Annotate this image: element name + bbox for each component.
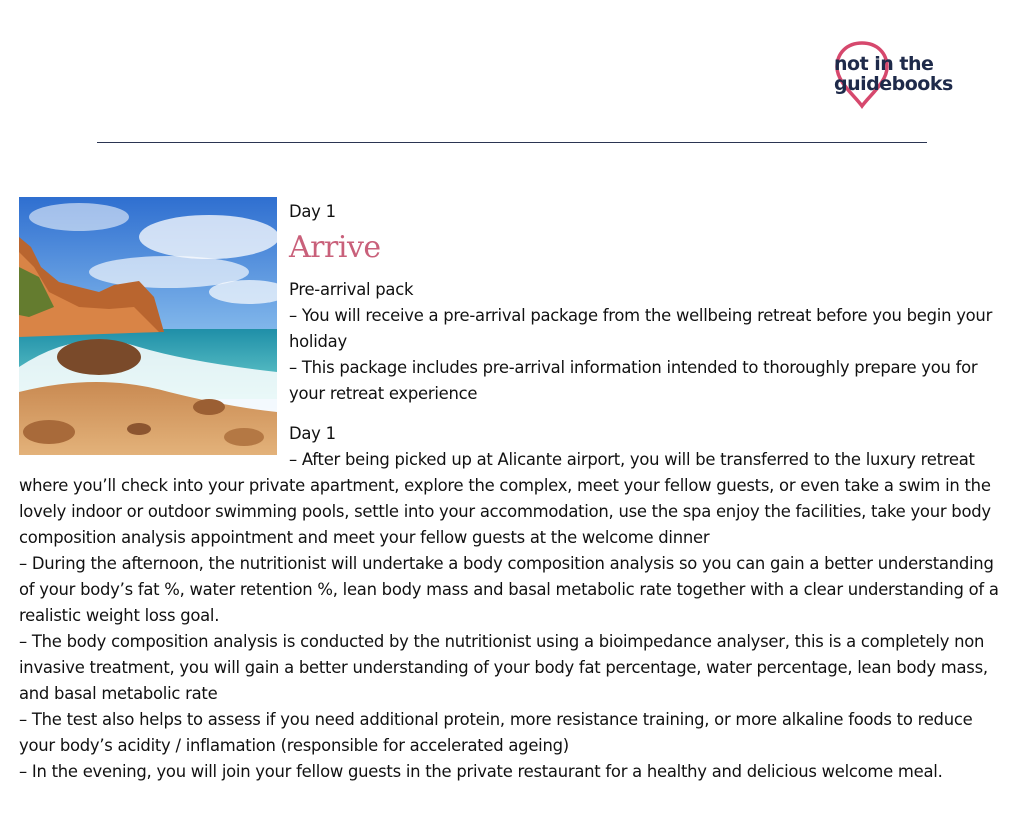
- list-item: – In the evening, you will join your fellow guests in the private restaurant for a healthy and delicious welcome meal.: [19, 762, 943, 781]
- header-divider: [97, 142, 927, 143]
- brand-logo[interactable]: [832, 40, 962, 108]
- list-item: – During the afternoon, the nutritionist will undertake a body composition analysis so you can gain a better understanding of your body’s fat %, water retention %, lean body mass and basal metabolic rate together with a clear understanding of a realistic weight loss goal.: [19, 554, 999, 625]
- day-label: Day 1: [289, 202, 336, 221]
- coastal-beach-image-icon: [19, 197, 277, 455]
- coastal-beach-photo: [19, 197, 277, 455]
- list-item: – The test also helps to assess if you need additional protein, more resistance training, or more alkaline foods to reduce your body’s acidity / inflamation (responsible for accelerated ageing): [19, 710, 973, 755]
- list-item: – After being picked up at Alicante airport, you will be transferred to the luxury retreat where you’ll check into your private apartment, explore the complex, meet your fellow guests, or even take a swim in the lovely indoor or outdoor swimming pools, settle into your accommodation, use the spa enjoy the facilities, take your body composition analysis appointment and meet your fellow guests at the welcome dinner: [19, 450, 991, 547]
- day1-heading: Day 1: [289, 424, 336, 443]
- logo-text-line1: not in the: [834, 53, 934, 75]
- pre-arrival-heading: Pre-arrival pack: [289, 280, 414, 299]
- section-title: Arrive: [289, 230, 381, 265]
- list-item: – You will receive a pre-arrival package from the wellbeing retreat before you begin your holiday: [289, 306, 993, 351]
- logo-text-line2: guidebooks: [834, 73, 953, 95]
- list-item: – This package includes pre-arrival information intended to thoroughly prepare you for your retreat experience: [289, 358, 978, 403]
- list-item: – The body composition analysis is conducted by the nutritionist using a bioimpedance analyser, this is a completely non invasive treatment, you will gain a better understanding of your body fat percentage, water percentage, lean body mass, and basal metabolic rate: [19, 632, 988, 703]
- itinerary-content: [19, 197, 1004, 785]
